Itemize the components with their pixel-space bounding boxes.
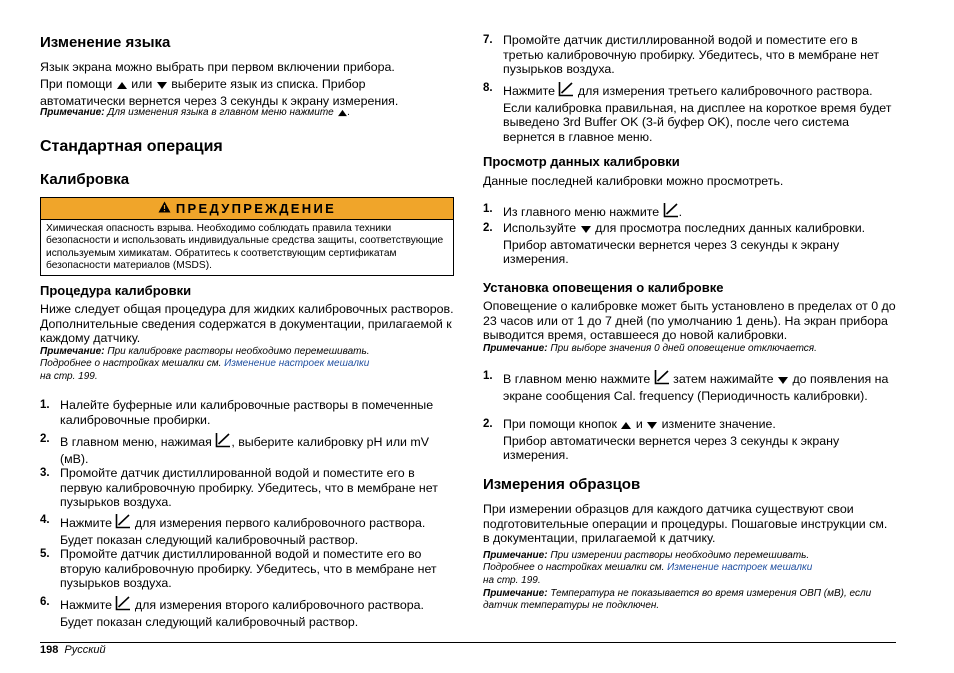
view-paragraph: Данные последней калибровки можно просмотреть.	[483, 174, 784, 188]
lang-note: Примечание: Для изменения языка в главном меню нажмите .	[40, 107, 350, 121]
alert-note: Примечание: При выборе значения 0 дней оповещение отключается.	[483, 343, 817, 354]
heading-view-calibration-data: Просмотр данных калибровки	[483, 154, 680, 169]
list-item: 5. Промойте датчик дистиллированной водой и поместите его во вторую калибровочную пробирку. Убедитесь, что в мембране нет пузырьков воздуха.	[40, 547, 437, 591]
footer-divider	[40, 642, 896, 643]
calibrate-icon	[115, 595, 131, 615]
list-item: 1. Из главного меню нажмите .	[483, 202, 897, 222]
list-item: 2. В главном меню, нажимая , выберите калибровку pH или mV (мВ).	[40, 433, 429, 466]
footer-language: Русский	[64, 644, 106, 656]
list-item: 1. Налейте буферные или калибровочные растворы в помеченные калибровочные пробирки.	[40, 398, 434, 427]
sample-note-2: Примечание: Температура не показывается во время измерения ОВП (мВ), если датчик температуры не подключен.	[483, 588, 872, 612]
heading-calibration-procedure: Процедура калибровки	[40, 283, 192, 298]
list-item: 4. Нажмите для измерения первого калибровочного раствора. Будет показан следующий калибровочный раствор.	[40, 514, 426, 547]
list-item: 2. При помощи кнопок и измените значение. Прибор автоматически вернется через 3 секунды к экрану измерения.	[483, 417, 840, 463]
alert-paragraph: Оповещение о калибровке может быть установлено в пределах от 0 до 23 часов или от 1 до 7 дней (по умолчанию 1 день). На экран прибора выводится время, оставшееся до новой калибровки.	[483, 299, 896, 343]
up-arrow-icon	[337, 109, 348, 121]
procedure-note: Примечание: При калибровке растворы необходимо перемешивать. Подробнее о настройках мешалки см. Изменение настроек мешалки на стр. 199.	[40, 346, 370, 382]
list-item: 6. Нажмите для измерения второго калибровочного раствора. Будет показан следующий калибровочный раствор.	[40, 596, 424, 629]
up-arrow-icon	[116, 79, 128, 94]
stirrer-settings-link[interactable]: Изменение настроек мешалки	[224, 358, 370, 370]
down-arrow-icon	[580, 223, 592, 238]
lang-paragraph-1: Язык экрана можно выбрать при первом включении прибора.	[40, 60, 395, 74]
warning-triangle-icon	[158, 201, 171, 216]
warning-header	[41, 198, 453, 220]
calibrate-icon	[215, 432, 231, 452]
lang-paragraph-2: При помощи или выберите язык из списка. Прибор автоматически вернется через 3 секунды к экрану измерения.	[40, 77, 399, 108]
down-arrow-icon	[777, 374, 789, 389]
down-arrow-icon	[646, 419, 658, 434]
list-item: 2. Используйте для просмотра последних данных калибровки. Прибор автоматически вернется через 3 секунды к экрану измерения.	[483, 221, 866, 267]
stirrer-settings-link[interactable]: Изменение настроек мешалки	[667, 562, 813, 574]
procedure-paragraph: Ниже следует общая процедура для жидких калибровочных растворов. Дополнительные сведения содержатся в документации, прилагаемой к каждому датчику.	[40, 302, 454, 346]
page-number: 198	[40, 644, 59, 656]
calibrate-icon	[663, 202, 679, 222]
list-item: 7. Промойте датчик дистиллированной водой и поместите его в третью калибровочную пробирку. Убедитесь, что в мембране нет пузырьков воздуха.	[483, 33, 880, 77]
heading-change-language: Изменение языка	[40, 34, 171, 51]
list-item: 3. Промойте датчик дистиллированной водой и поместите его в первую калибровочную пробирку. Убедитесь, что в мембране нет пузырьков воздуха.	[40, 466, 438, 510]
warning-title: ПРЕДУПРЕЖДЕНИЕ	[175, 201, 337, 216]
calibrate-icon	[115, 513, 131, 533]
calibrate-icon	[654, 369, 670, 389]
page-footer	[40, 644, 106, 656]
warning-box	[40, 197, 454, 276]
heading-calibration-alert: Установка оповещения о калибровке	[483, 280, 724, 295]
heading-standard-operation: Стандартная операция	[40, 138, 223, 155]
heading-sample-measurement: Измерения образцов	[483, 476, 641, 493]
sample-paragraph: При измерении образцов для каждого датчика существуют свои подготовительные операции и процедуры. Пошаговые инструкции см. в документации, прилагаемой к датчику.	[483, 502, 888, 546]
heading-calibration: Калибровка	[40, 171, 130, 188]
list-item: 1. В главном меню нажмите затем нажимайте до появления на экране сообщения Cal. frequency (Периодичность калибровки).	[483, 370, 889, 403]
calibrate-icon	[558, 81, 574, 101]
down-arrow-icon	[156, 79, 168, 94]
list-item: 8. Нажмите для измерения третьего калибровочного раствора. Если калибровка правильная, на дисплее на короткое время будет выведено 3rd Buffer OK (3-й буфер OK), после чего система вернется в главное меню.	[483, 82, 892, 144]
warning-text: Химическая опасность взрыва. Необходимо соблюдать правила техники безопасности и использовать индивидуальные средства защиты, соответствующие используемым химикатам. Обратитесь к соответствующим сертификатам безопасности материалов (MSDS).	[46, 223, 444, 271]
sample-note-1: Примечание: При измерении растворы необходимо перемешивать. Подробнее о настройках мешалки см. Изменение настроек мешалки на стр. 199.	[483, 550, 813, 586]
up-arrow-icon	[620, 419, 632, 434]
